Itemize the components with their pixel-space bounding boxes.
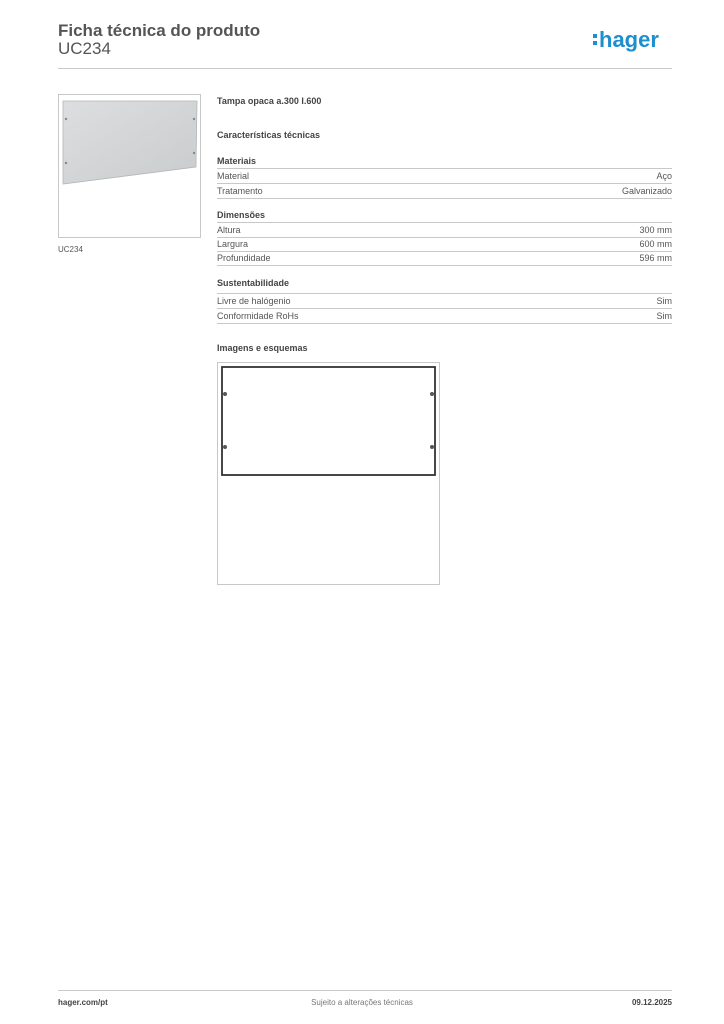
footer-disclaimer: Sujeito a alterações técnicas xyxy=(311,998,413,1007)
images-heading: Imagens e esquemas xyxy=(217,343,308,353)
spec-row-material xyxy=(217,169,672,184)
spec-value: 600 mm xyxy=(639,239,672,249)
hager-logo-mark xyxy=(593,27,673,55)
product-code-subtitle: UC234 xyxy=(58,39,111,58)
characteristics-heading: Características técnicas xyxy=(217,130,321,140)
spec-label: Tratamento xyxy=(217,186,263,196)
section-heading-sustainability: Sustentabilidade xyxy=(217,278,290,288)
spec-label: Conformidade RoHs xyxy=(217,311,299,321)
hager-logo xyxy=(593,27,673,60)
spec-row-rohs xyxy=(217,309,672,324)
spec-row-width xyxy=(217,237,672,252)
spec-value: Sim xyxy=(656,311,672,321)
spec-row-halogen-free xyxy=(217,294,672,309)
spec-label: Largura xyxy=(217,239,249,249)
section-heading-dimensions: Dimensões xyxy=(217,210,266,220)
logo-text: hager xyxy=(599,27,659,52)
header-divider xyxy=(58,68,672,69)
photo-caption: UC234 xyxy=(58,245,83,254)
spec-row-treatment xyxy=(217,184,672,199)
spec-row-depth xyxy=(217,251,672,266)
footer-website: hager.com/pt xyxy=(58,998,108,1007)
spec-row-height xyxy=(217,223,672,238)
spec-value: Aço xyxy=(656,171,672,181)
spec-value: 596 mm xyxy=(639,253,672,263)
section-heading-materials: Materiais xyxy=(217,156,257,166)
spec-value: 300 mm xyxy=(639,225,672,235)
product-name: Tampa opaca a.300 l.600 xyxy=(217,96,322,106)
spec-label: Profundidade xyxy=(217,253,271,263)
spec-value: Galvanizado xyxy=(621,186,672,196)
spec-label: Livre de halógenio xyxy=(217,296,291,306)
product-photo xyxy=(58,94,201,238)
footer-divider xyxy=(58,990,672,991)
page-title: Ficha técnica do produto xyxy=(58,21,261,40)
spec-value: Sim xyxy=(656,296,672,306)
spec-label: Material xyxy=(217,171,250,181)
spec-label: Altura xyxy=(217,225,241,235)
technical-drawing xyxy=(217,362,440,585)
footer-date: 09.12.2025 xyxy=(631,998,672,1007)
